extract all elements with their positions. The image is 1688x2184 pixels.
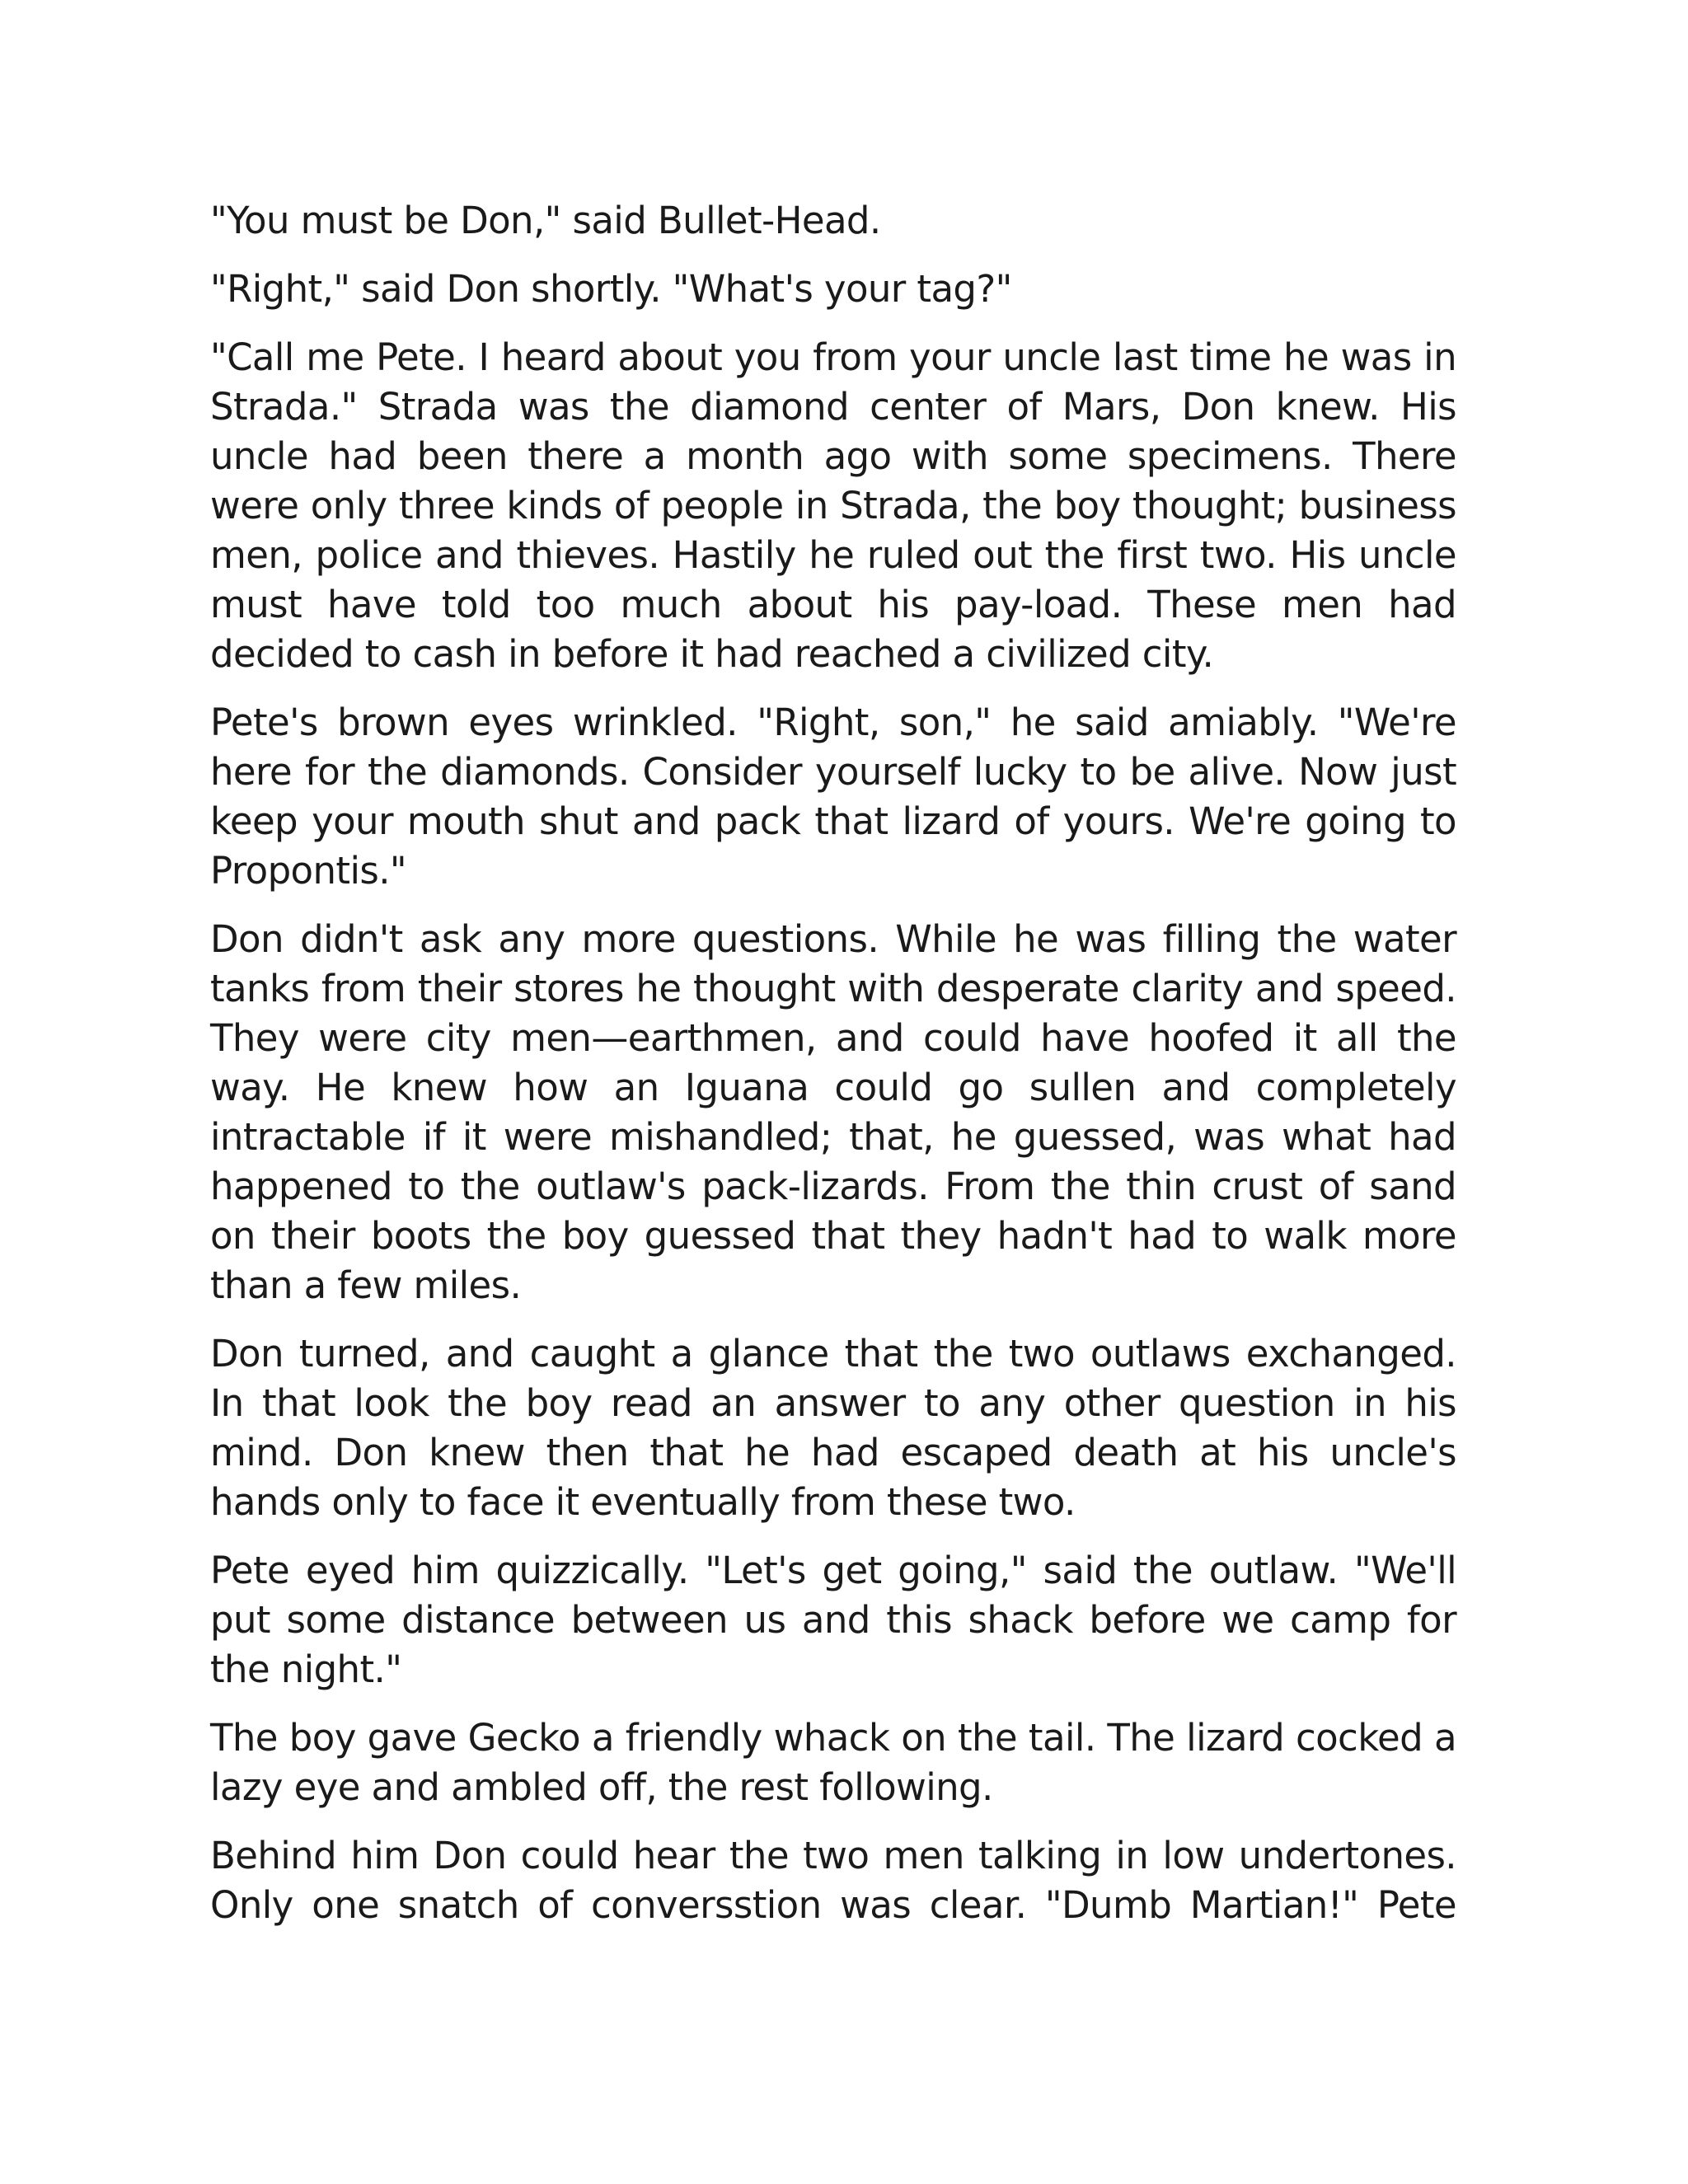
paragraph: "You must be Don," said Bullet-Head. (210, 199, 881, 242)
paragraph: Pete eyed him quizzically. "Let's get going," said the outlaw. "We'll put some distance between us and this shack before we camp for the night." (210, 1549, 1456, 1691)
paragraph: Pete's brown eyes wrinkled. "Right, son," he said amiably. "We're here for the diamonds. Consider yourself lucky to be alive. Now just keep your mouth shut and pack that lizard of yours. We're going to Propontis." (210, 701, 1456, 893)
paragraph: "Right," said Don shortly. "What's your tag?" (210, 267, 1012, 311)
paragraph: Don turned, and caught a glance that the two outlaws exchanged. In that look the boy read an answer to any other question in his mind. Don knew then that he had escaped death at his uncle's hands only to face it eventually from these two. (210, 1332, 1456, 1524)
paragraph: The boy gave Gecko a friendly whack on the tail. The lizard cocked a lazy eye and ambled off, the rest following. (210, 1716, 1456, 1809)
paragraph: "Call me Pete. I heard about you from your uncle last time he was in Strada." Strada was the diamond center of Mars, Don knew. His uncle had been there a month ago with some specimens. There were only three kinds of people in Strada, the boy thought; business men, police and thieves. Hastily he ruled out the first two. His uncle must have told too much about his pay-load. These men had decided to cash in before it had reached a civilized city. (210, 335, 1456, 676)
paragraph: Don didn't ask any more questions. While he was filling the water tanks from their stores he thought with desperate clarity and speed. They were city men—earthmen, and could have hoofed it all the way. He knew how an Iguana could go sullen and completely intractable if it were mishandled; that, he guessed, was what had happened to the outlaw's pack-lizards. From the thin crust of sand on their boots the boy guessed that they hadn't had to walk more than a few miles. (210, 917, 1456, 1307)
body-text (210, 196, 1456, 1949)
paragraph: Behind him Don could hear the two men talking in low undertones. Only one snatch of conversstion was clear. "Dumb Martian!" Pete (210, 1834, 1456, 1927)
